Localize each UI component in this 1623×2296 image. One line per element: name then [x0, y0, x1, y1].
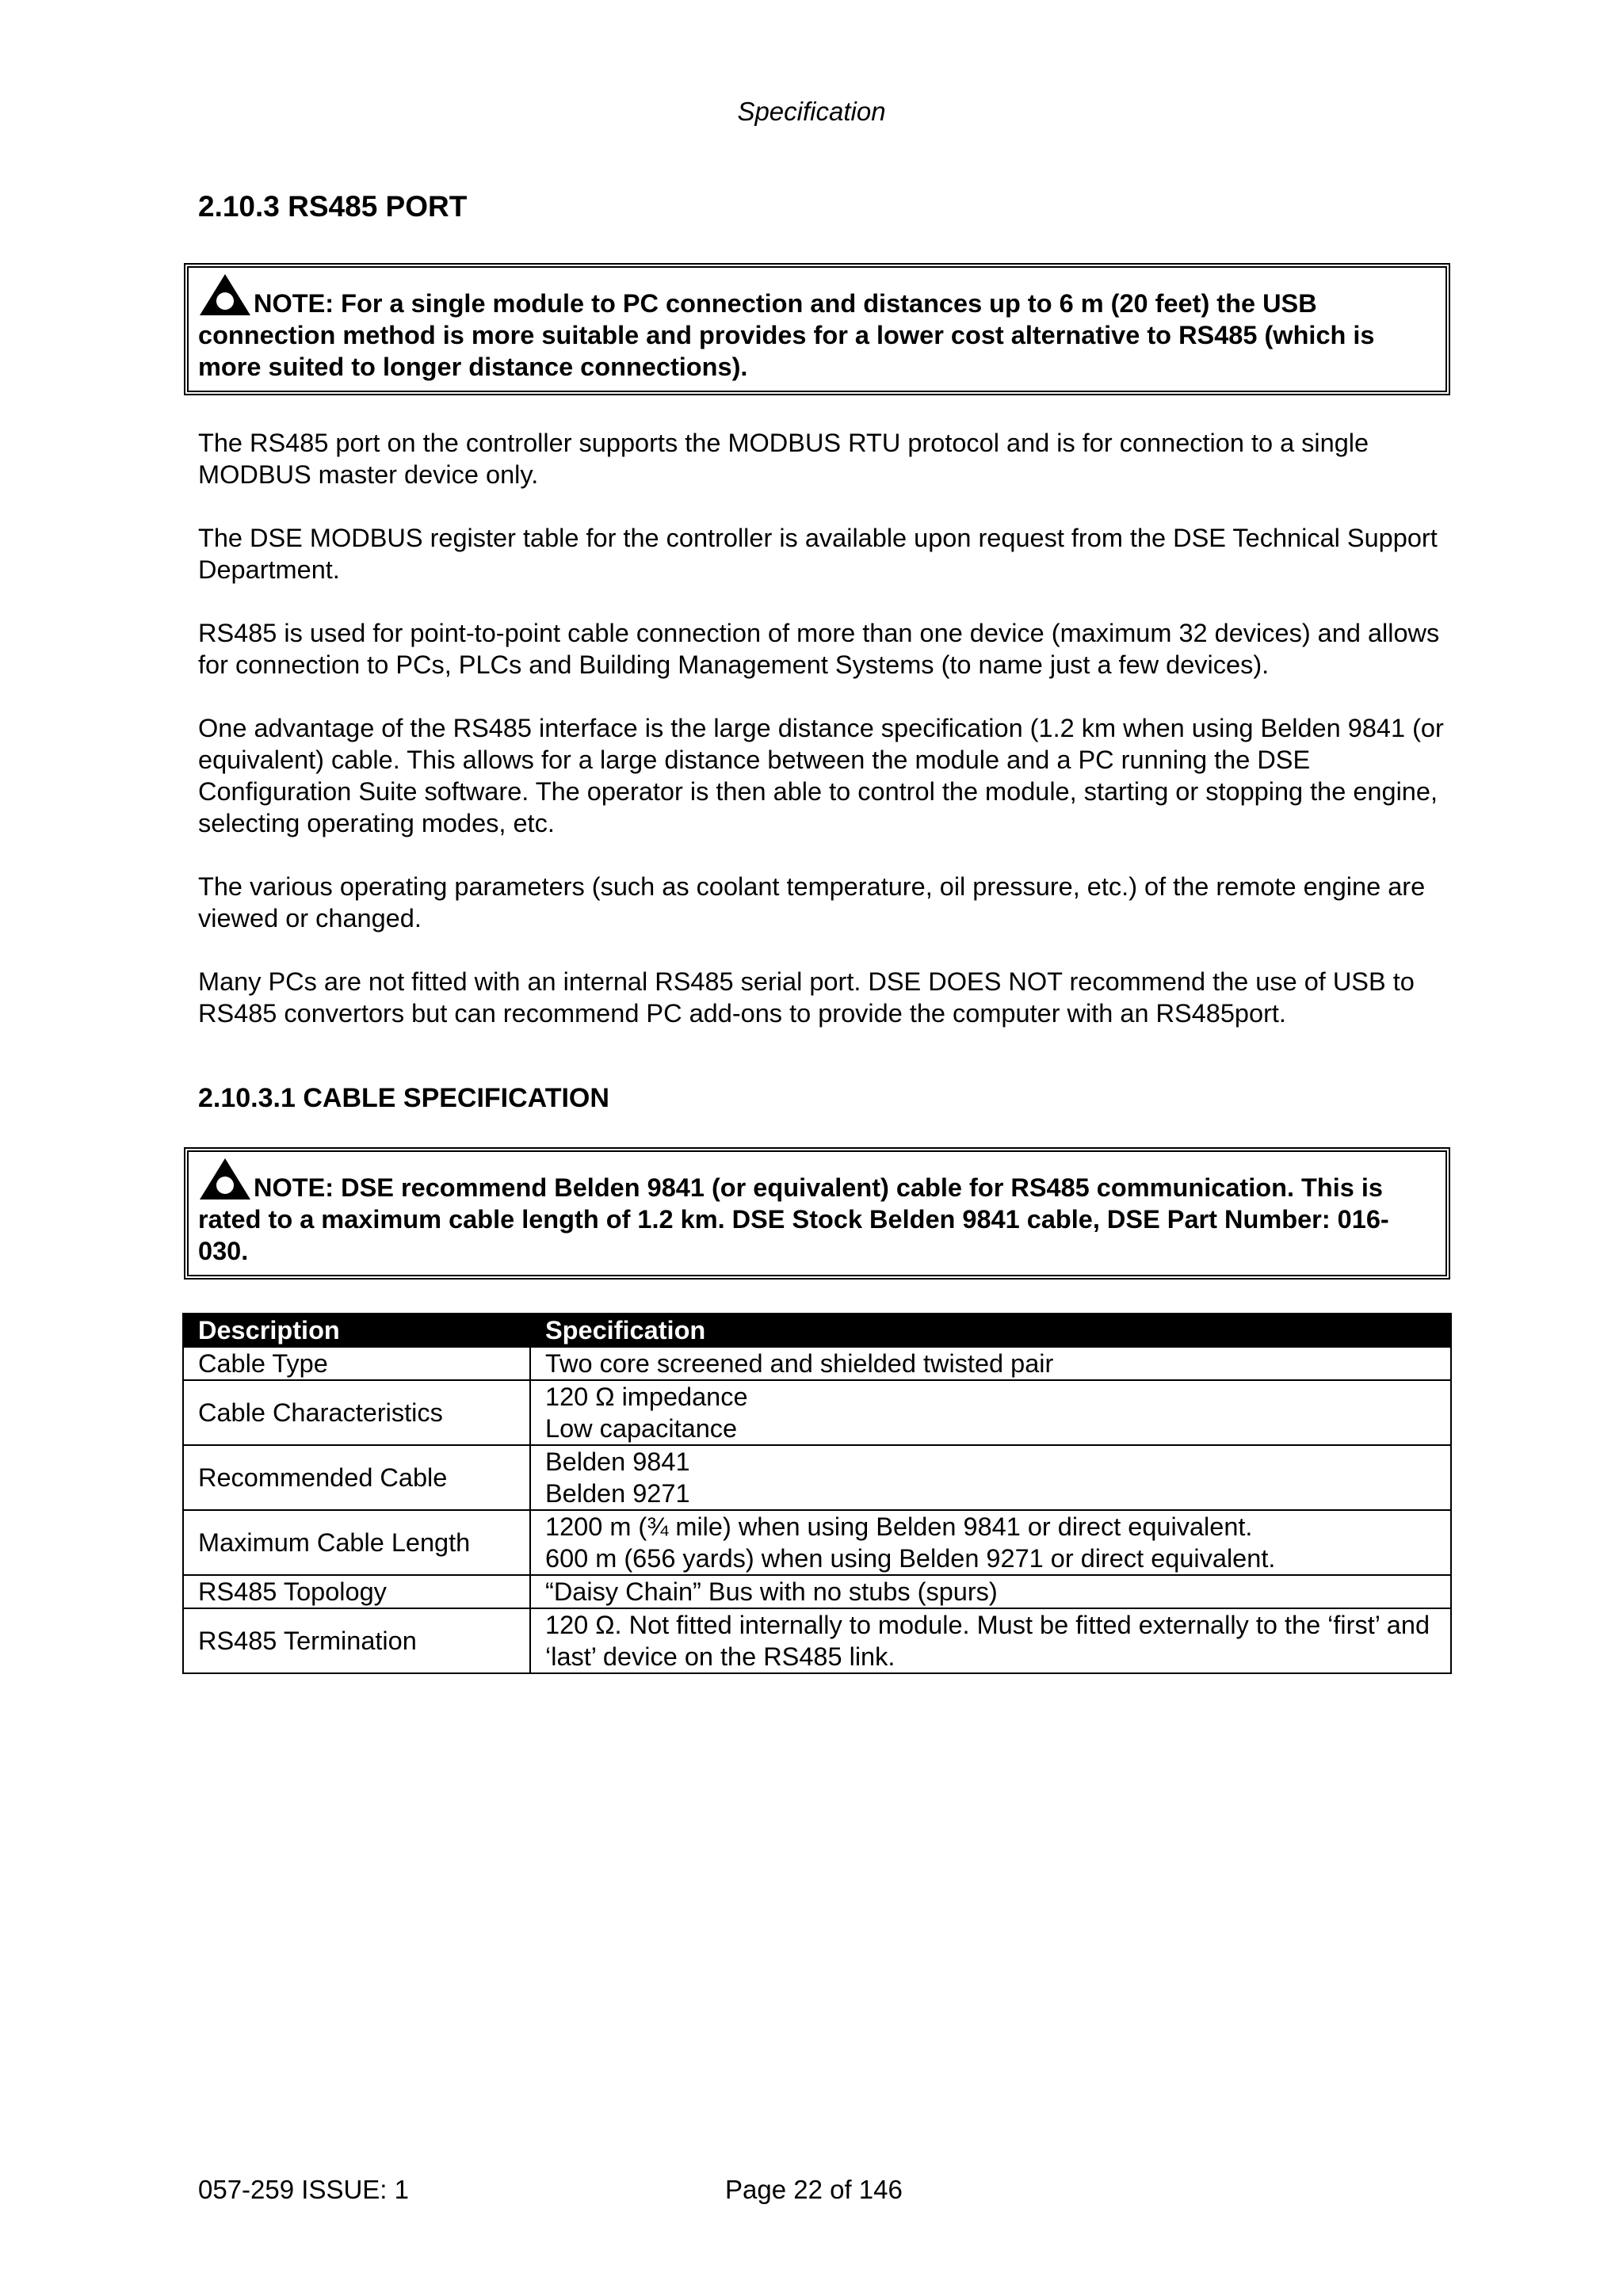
spec-line: 120 Ω. Not fitted internally to module. Must be fitted externally to the ‘first’ and ‘last’ device on the RS485 link.: [545, 1611, 1430, 1671]
header-specification: Specification: [530, 1314, 1451, 1347]
row-description: RS485 Termination: [183, 1608, 530, 1673]
row-description: Cable Characteristics: [183, 1380, 530, 1445]
paragraph-pc-serial-port: Many PCs are not fitted with an internal RS485 serial port. DSE DOES NOT recommend the use of USB to RS485 convertors but can recommend PC add-ons to provide the computer with an RS485port.: [198, 967, 1415, 1028]
table-row: [183, 1445, 1451, 1510]
row-specification: [530, 1347, 1451, 1380]
table-row: [183, 1510, 1451, 1575]
paragraph-operating-parameters: The various operating parameters (such as coolant temperature, oil pressure, etc.) of the remote engine are viewed or changed.: [198, 872, 1426, 933]
paragraph-register-table: The DSE MODBUS register table for the controller is available upon request from the DSE Technical Support Department.: [198, 524, 1438, 584]
spec-line: Belden 9271: [545, 1479, 690, 1508]
table-row: [183, 1347, 1451, 1380]
subsection-title: 2.10.3.1 CABLE SPECIFICATION: [198, 1083, 609, 1113]
note-box-belden: [184, 1147, 1450, 1280]
spec-line: Belden 9841: [545, 1447, 690, 1476]
spec-line: 600 m (656 yards) when using Belden 9271 or direct equivalent.: [545, 1544, 1276, 1573]
spec-line: Two core screened and shielded twisted pair: [545, 1349, 1054, 1378]
paragraph-distance-advantage: One advantage of the RS485 interface is the large distance specification (1.2 km when using Belden 9841 (or equivalent) cable. This allows for a large distance between the module and a PC running the DSE Configuration Suite software. The operator is then able to control the module, starting or stopping the engine, selecting operating modes, etc.: [198, 714, 1444, 837]
section-title: 2.10.3 RS485 PORT: [198, 190, 468, 223]
note-box-usb: [184, 263, 1450, 395]
row-description: RS485 Topology: [183, 1575, 530, 1608]
table-row: [183, 1380, 1451, 1445]
row-specification: [530, 1575, 1451, 1608]
spec-line: 120 Ω impedance: [545, 1383, 748, 1411]
row-description: Recommended Cable: [183, 1445, 530, 1510]
row-description: Maximum Cable Length: [183, 1510, 530, 1575]
row-specification: [530, 1380, 1451, 1445]
header-description: Description: [183, 1314, 530, 1347]
row-specification: [530, 1510, 1451, 1575]
table-row: [183, 1575, 1451, 1608]
warning-icon: [198, 273, 252, 317]
table-row: [183, 1608, 1451, 1673]
warning-icon: [198, 1157, 252, 1201]
table-header-row: [183, 1314, 1451, 1347]
page-header-title: Specification: [737, 97, 886, 126]
note-belden-text: NOTE: DSE recommend Belden 9841 (or equivalent) cable for RS485 communication. This is rated to a maximum cable length of 1.2 km. DSE Stock Belden 9841 cable, DSE Part Number: 016-030.: [198, 1173, 1389, 1265]
footer-doc-issue: 057-259 ISSUE: 1: [198, 2175, 409, 2204]
spec-line: Low capacitance: [545, 1414, 738, 1443]
row-specification: [530, 1608, 1451, 1673]
document-content: [198, 190, 1450, 1674]
row-description: Cable Type: [183, 1347, 530, 1380]
footer-page-number: Page 22 of 146: [725, 2175, 903, 2204]
spec-line: “Daisy Chain” Bus with no stubs (spurs): [545, 1577, 998, 1606]
cable-spec-table: [182, 1313, 1452, 1674]
spec-line: 1200 m (¾ mile) when using Belden 9841 or direct equivalent.: [545, 1512, 1253, 1541]
paragraph-point-to-point: RS485 is used for point-to-point cable connection of more than one device (maximum 32 devices) and allows for connection to PCs, PLCs and Building Management Systems (to name just a few devices).: [198, 619, 1440, 679]
row-specification: [530, 1445, 1451, 1510]
note-usb-text: NOTE: For a single module to PC connection and distances up to 6 m (20 feet) the USB connection method is more suitable and provides for a lower cost alternative to RS485 (which is more suited to longer distance connections).: [198, 289, 1375, 381]
paragraph-modbus-rtu: The RS485 port on the controller supports the MODBUS RTU protocol and is for connection to a single MODBUS master device only.: [198, 429, 1369, 489]
